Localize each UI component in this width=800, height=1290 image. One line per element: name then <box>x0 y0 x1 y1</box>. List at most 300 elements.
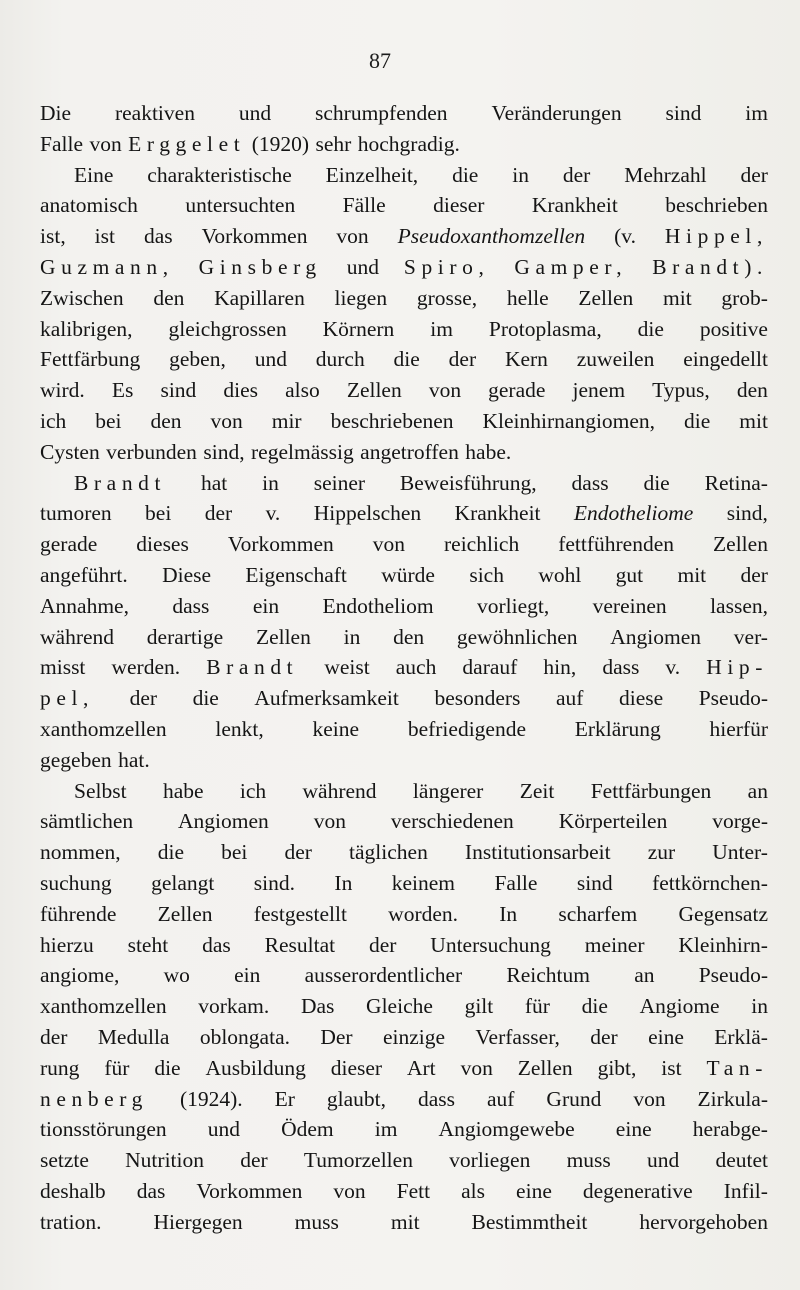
word: deutet <box>715 1148 768 1173</box>
italic-word: Pseudoxanthomzellen <box>397 224 586 249</box>
italic-word: Endotheliome <box>573 501 694 526</box>
word: als <box>461 1178 486 1203</box>
word: mit <box>739 408 768 433</box>
word: Erklärung <box>574 716 661 741</box>
word: Gegensatz <box>678 901 768 926</box>
word: mir <box>271 408 302 433</box>
word: Fett <box>396 1178 431 1203</box>
word: der <box>740 562 768 587</box>
word: Eine <box>74 162 114 187</box>
spaced-name: Tan- <box>706 1055 768 1080</box>
word: Pseudo- <box>698 686 768 711</box>
word: Zellen <box>255 624 311 649</box>
word: Vorkommen <box>227 532 334 557</box>
word: und <box>238 101 272 125</box>
word: regelmässig <box>251 439 354 464</box>
word: Protoplasma, <box>488 316 602 341</box>
word: Art <box>407 1055 436 1080</box>
word: habe <box>162 778 204 803</box>
word: der <box>590 1024 618 1049</box>
text-line <box>40 406 768 437</box>
word: die <box>684 408 711 433</box>
word: auch <box>395 655 437 680</box>
word: einzige <box>382 1024 446 1049</box>
word: im <box>745 101 768 125</box>
word: Pseudo- <box>698 963 768 988</box>
word: Kern <box>504 347 548 372</box>
text-line <box>40 160 768 191</box>
word: das <box>143 224 173 249</box>
word: derartige <box>146 624 224 649</box>
word: von <box>336 224 369 249</box>
spaced-name: Brandt <box>74 470 167 495</box>
word: Retina- <box>704 470 768 495</box>
word: worden. <box>388 901 459 926</box>
word: sind <box>665 101 702 125</box>
word: im <box>374 1117 398 1142</box>
paragraph <box>40 160 768 468</box>
word: der <box>448 347 477 372</box>
word: Zellen <box>713 532 768 557</box>
word: Körnern <box>322 316 395 341</box>
word: diese <box>618 686 664 711</box>
word: Reichtum <box>506 963 591 988</box>
page-number: 87 <box>369 48 391 73</box>
word: sind, <box>203 439 245 464</box>
word: xanthomzellen <box>40 716 167 741</box>
spaced-name: nenberg <box>40 1086 148 1111</box>
word: der <box>562 162 591 187</box>
word: (1924). <box>179 1086 243 1111</box>
word: den <box>393 624 425 649</box>
word: liegen <box>334 285 388 310</box>
word: vereinen <box>592 593 667 618</box>
word: eine <box>615 1117 652 1142</box>
word: von <box>313 809 346 834</box>
spaced-name: Brandt <box>206 655 299 680</box>
word: bei <box>145 501 172 526</box>
word: Zirkula- <box>697 1086 768 1111</box>
word: und <box>254 347 287 372</box>
word: bei <box>221 840 248 865</box>
word: der <box>204 501 233 526</box>
word: ich <box>239 778 267 803</box>
word: von <box>460 1055 493 1080</box>
word: Kapillaren <box>214 285 305 310</box>
word: ver- <box>733 624 768 649</box>
paragraph <box>40 98 768 160</box>
word: lenkt, <box>215 716 264 741</box>
word: Vorkommen <box>201 224 308 249</box>
text-line <box>40 868 768 899</box>
word: muss <box>294 1209 339 1234</box>
word: schrumpfenden <box>315 101 448 125</box>
word: Medulla <box>97 1024 170 1049</box>
word: sich <box>469 562 504 587</box>
word: und <box>207 1117 240 1142</box>
word: der <box>40 1024 68 1049</box>
word: sind, <box>726 501 768 526</box>
word: festgestellt <box>253 901 347 926</box>
spaced-name: Spiro, <box>403 254 490 279</box>
word: dass <box>602 655 640 680</box>
word: In <box>334 870 353 895</box>
text-line <box>40 806 768 837</box>
word: Beweisführung, <box>399 470 537 495</box>
word: Zellen <box>346 378 402 403</box>
word: Kleinhirnangiomen, <box>482 408 656 433</box>
word: darauf <box>462 655 518 680</box>
word: wohl <box>538 562 582 587</box>
word: verschiedenen <box>390 809 514 834</box>
word: die <box>581 994 608 1019</box>
word: Untersuchung <box>430 932 551 957</box>
word: Zellen <box>517 1055 573 1080</box>
body-text <box>40 98 768 1237</box>
text-line <box>40 529 768 560</box>
word: charakteristische <box>147 162 292 187</box>
word: glaubt, <box>326 1086 387 1111</box>
text-line <box>40 745 768 776</box>
text-line <box>40 652 768 683</box>
text-line <box>40 776 768 807</box>
word: längerer <box>412 778 484 803</box>
word: während <box>40 624 115 649</box>
word: degenerative <box>582 1178 693 1203</box>
word: vorge- <box>712 809 768 834</box>
word: Angiomen <box>610 624 702 649</box>
text-line <box>40 468 768 499</box>
word: wird. <box>40 378 85 403</box>
word: führende <box>40 901 117 926</box>
word: verbunden <box>106 439 197 464</box>
word: ist <box>94 224 115 249</box>
word: nommen, <box>40 840 121 865</box>
word: die <box>393 347 420 372</box>
text-line <box>40 930 768 961</box>
word: ein <box>234 963 261 988</box>
word: Krankheit <box>454 501 541 526</box>
word: mit <box>677 562 707 587</box>
text-line <box>40 314 768 345</box>
word: v. <box>265 501 281 526</box>
word: Annahme, <box>40 593 129 618</box>
word: den <box>150 408 182 433</box>
text-line <box>40 1053 768 1084</box>
word: hierfür <box>709 716 768 741</box>
word: das <box>202 932 231 957</box>
word: zur <box>647 840 676 865</box>
word: ausserordentlicher <box>304 963 463 988</box>
text-line <box>40 837 768 868</box>
word: ein <box>252 593 280 618</box>
text-line <box>40 560 768 591</box>
word: Mehrzahl <box>624 162 707 187</box>
text-line <box>40 1114 768 1145</box>
word: beschriebenen <box>330 408 454 433</box>
word: dieser <box>330 1055 383 1080</box>
paragraph <box>40 776 768 1238</box>
word: Diese <box>162 562 212 587</box>
text-line <box>40 1022 768 1053</box>
word: ich <box>40 408 67 433</box>
text-line <box>40 1084 768 1115</box>
text-line <box>40 991 768 1022</box>
word: reaktiven <box>114 101 195 125</box>
word: von <box>210 408 243 433</box>
word: für <box>104 1055 130 1080</box>
text-line <box>40 375 768 406</box>
word: ist, <box>40 224 66 249</box>
word: suchung <box>40 870 112 895</box>
word: gerade <box>488 378 546 403</box>
text-line <box>40 252 768 283</box>
word: Selbst <box>74 778 127 803</box>
word: angiome, <box>40 963 120 988</box>
word: der <box>129 686 158 711</box>
word: besonders <box>434 686 521 711</box>
word: in <box>343 624 361 649</box>
word: v. <box>665 655 681 680</box>
word: hochgradig. <box>357 131 460 156</box>
word: sind <box>576 870 613 895</box>
word: kalibrigen, <box>40 316 133 341</box>
word: tration. <box>40 1209 102 1234</box>
text-line <box>40 714 768 745</box>
word: Es <box>111 378 134 403</box>
text-line <box>40 437 768 468</box>
word: steht <box>127 932 169 957</box>
word: deshalb <box>40 1178 106 1203</box>
word: anatomisch <box>40 193 138 218</box>
word: Infil- <box>723 1178 768 1203</box>
word: den <box>736 378 768 403</box>
word: gerade <box>40 532 98 557</box>
word: während <box>302 778 377 803</box>
word: vorliegt, <box>476 593 550 618</box>
word: grob- <box>721 285 768 310</box>
word: täglichen <box>349 840 428 865</box>
word: helle <box>506 285 549 310</box>
word: der <box>240 1148 268 1173</box>
word: durch <box>315 347 365 372</box>
word: hin, <box>543 655 577 680</box>
word: mit <box>390 1209 420 1234</box>
word: geben, <box>169 347 226 372</box>
word: angetroffen <box>360 439 459 464</box>
word: gegeben <box>40 747 112 772</box>
text-line <box>40 899 768 930</box>
word: sehr <box>315 131 352 156</box>
word: Er <box>274 1086 295 1111</box>
word: an <box>747 778 768 803</box>
word: Institutionsarbeit <box>464 840 611 865</box>
word: gleichgrossen <box>168 316 287 341</box>
word: hat <box>200 470 228 495</box>
word: die <box>452 162 479 187</box>
word: Typus, <box>652 378 710 403</box>
word: von <box>333 1178 366 1203</box>
spaced-name: Brandt). <box>652 254 768 279</box>
word: für <box>524 994 550 1019</box>
word: vorliegen <box>449 1148 531 1173</box>
word: vorkam. <box>198 994 270 1019</box>
word: sind. <box>253 870 295 895</box>
word: eine <box>516 1178 552 1203</box>
word: misst <box>40 655 86 680</box>
word: dieser <box>433 193 485 218</box>
word: die <box>157 840 184 865</box>
word: (1920) <box>251 131 310 156</box>
word: Nutrition <box>125 1148 204 1173</box>
word: der <box>368 932 397 957</box>
word: an <box>634 963 655 988</box>
word: von <box>428 378 462 403</box>
word: befriedigende <box>407 716 526 741</box>
paragraph <box>40 468 768 776</box>
word: (v. <box>614 224 636 249</box>
word: Tumorzellen <box>303 1148 413 1173</box>
word: dies <box>223 378 259 403</box>
word: Unter- <box>712 840 768 865</box>
spaced-name: Guzmann, <box>40 254 174 279</box>
word: Körperteilen <box>558 809 668 834</box>
word: die <box>154 1055 181 1080</box>
word: In <box>499 901 518 926</box>
word: zuweilen <box>576 347 655 372</box>
spaced-name: Gamper, <box>514 254 628 279</box>
word: Zeit <box>519 778 555 803</box>
word: Cysten <box>40 439 100 464</box>
word: Kleinhirn- <box>678 932 768 957</box>
word: oblongata. <box>199 1024 290 1049</box>
word: Eigenschaft <box>245 562 347 587</box>
word: Resultat <box>264 932 336 957</box>
word: keinem <box>391 870 456 895</box>
word: dieses <box>136 532 189 557</box>
word: also <box>285 378 320 403</box>
word: keine <box>312 716 360 741</box>
text-line <box>40 190 768 221</box>
word: fettkörnchen- <box>652 870 768 895</box>
spaced-name: pel, <box>40 686 95 711</box>
word: auf <box>555 686 584 711</box>
word: Angiomen <box>178 809 269 834</box>
word: Vorkommen <box>196 1178 303 1203</box>
word: sämtlichen <box>40 809 134 834</box>
text-line <box>40 622 768 653</box>
word: Endotheliom <box>322 593 434 618</box>
word: in <box>262 470 279 495</box>
word: setzte <box>40 1148 89 1173</box>
word: dass <box>418 1086 456 1111</box>
word: mit <box>663 285 692 310</box>
word: meiner <box>584 932 645 957</box>
word: grosse, <box>416 285 478 310</box>
text-line <box>40 1207 768 1238</box>
word: werden. <box>111 655 181 680</box>
word: habe. <box>465 439 512 464</box>
word: Erklä- <box>714 1024 768 1049</box>
spaced-name: Ginsberg <box>198 254 322 279</box>
word: Falle <box>40 131 83 156</box>
word: tionsstörungen <box>40 1117 167 1142</box>
word: hat. <box>118 747 150 772</box>
word: Ausbildung <box>205 1055 306 1080</box>
word: tumoren <box>40 501 112 526</box>
word: angeführt. <box>40 562 128 587</box>
word: hervorgehoben <box>639 1209 768 1234</box>
text-line <box>40 283 768 314</box>
word: Das <box>300 994 335 1019</box>
word: würde <box>381 562 435 587</box>
word: Gleiche <box>366 994 433 1019</box>
word: Verfasser, <box>475 1024 560 1049</box>
word: scharfem <box>558 901 638 926</box>
word: dass <box>172 593 210 618</box>
word: auf <box>487 1086 515 1111</box>
word: gilt <box>464 994 494 1019</box>
word: von <box>372 532 405 557</box>
word: Zellen <box>157 901 213 926</box>
word: ist <box>661 1055 682 1080</box>
word: und <box>646 1148 680 1173</box>
word: in <box>751 994 768 1019</box>
word: muss <box>566 1148 611 1173</box>
word: fettführenden <box>558 532 675 557</box>
word: im <box>430 316 453 341</box>
word: positive <box>699 316 768 341</box>
word: die <box>643 470 670 495</box>
word: reichlich <box>444 532 520 557</box>
word: in <box>512 162 529 187</box>
word: der <box>284 840 312 865</box>
word: der <box>740 162 768 187</box>
word: Fettfärbungen <box>590 778 712 803</box>
spaced-name: Erggelet <box>128 131 246 156</box>
text-line <box>40 98 768 129</box>
word: Fälle <box>342 193 386 218</box>
word: Veränderungen <box>491 101 622 125</box>
word: und <box>346 254 379 279</box>
spaced-name: Hippel, <box>664 224 768 249</box>
word: Die <box>40 101 72 125</box>
word: herabge- <box>692 1117 768 1142</box>
word: bei <box>95 408 122 433</box>
text-line <box>40 960 768 991</box>
text-line <box>40 1176 768 1207</box>
word: sind <box>160 378 197 403</box>
word: rung <box>40 1055 80 1080</box>
word: Zellen <box>578 285 634 310</box>
word: Krankheit <box>531 193 618 218</box>
word: die <box>637 316 664 341</box>
text-line <box>40 498 768 529</box>
word: von <box>89 131 122 156</box>
text-line <box>40 591 768 622</box>
word: eingedellt <box>683 347 768 372</box>
word: Ödem <box>281 1117 334 1142</box>
word: Einzelheit, <box>325 162 419 187</box>
word: seiner <box>313 470 366 495</box>
word: Hippelschen <box>313 501 422 526</box>
word: gut <box>615 562 644 587</box>
word: Falle <box>494 870 538 895</box>
word: die <box>192 686 219 711</box>
word: eine <box>648 1024 684 1049</box>
word: Zwischen <box>40 285 124 310</box>
word: jenem <box>572 378 626 403</box>
